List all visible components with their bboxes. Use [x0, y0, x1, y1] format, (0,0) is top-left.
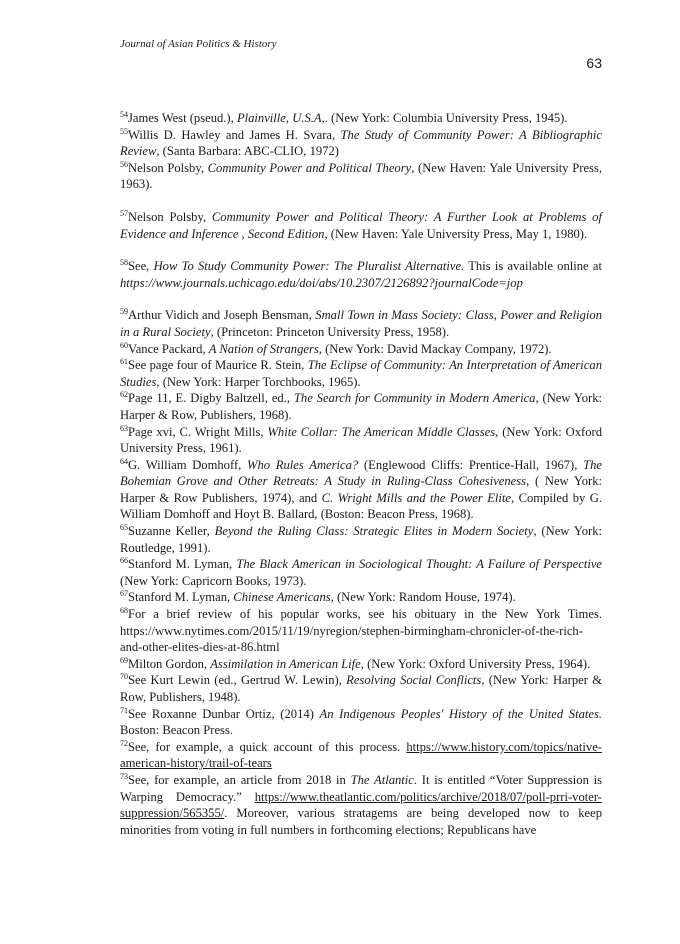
- footnote-text: ( New York: Harper & Row Publishers, 1974), and: [120, 474, 602, 505]
- footnote-number: 67: [120, 589, 128, 599]
- footnote-text: , (New York: Oxford University Press, 1961).: [120, 424, 603, 456]
- footnote-text: For a brief review of his popular works, see his obituary in the New York Times. https://www.nytimes.com/2015/11/19/nyregion/stephen-birmingham-chronicler-of-the-rich-and-other-elites-dies-at-86.html: [120, 607, 602, 655]
- footnote-text: , (New York: Harper & Row, Publishers, 1968).: [120, 391, 603, 422]
- footnote-69: [120, 656, 602, 673]
- footnote-italic-text: The Black American in Sociological Thought: A Failure of Perspective: [236, 557, 602, 572]
- footnote-text: Nelson Polsby,: [128, 209, 212, 224]
- paragraph-gap: [120, 291, 602, 307]
- footnote-text: , (New York: Routledge, 1991).: [120, 524, 602, 555]
- footnote-text: , (New Haven: Yale University Press, May 1, 1980).: [324, 226, 588, 241]
- footnote-number: 73: [120, 771, 128, 781]
- footnote-text: , (New York: Harper & Row, Publishers, 1948).: [120, 673, 602, 704]
- footnote-65: [120, 523, 602, 556]
- footnote-text: See,: [128, 259, 154, 274]
- footnote-number: 57: [120, 208, 128, 218]
- footnote-text: Suzanne Keller,: [128, 524, 215, 539]
- footnote-66: [120, 556, 602, 589]
- footnote-italic-text: Community Power and Political Theory: A Further Look at Problems of Evidence and Inference , Second Edition: [120, 209, 602, 241]
- footnote-italic-text: White Collar: The American Middle Classes: [267, 424, 496, 439]
- footnote-number: 54: [120, 110, 128, 119]
- footnote-text: , (Princeton: Princeton University Press, 1958).: [210, 324, 450, 339]
- footnote-number: 58: [120, 258, 128, 268]
- footnote-number: 72: [120, 738, 128, 748]
- footnote-number: 61: [120, 357, 128, 367]
- footnote-italic-text: The Bohemian Grove and Other Retreats: A Study in Ruling-Class Cohesiveness,: [120, 457, 602, 489]
- footnote-text: Vance Packard,: [128, 341, 209, 356]
- footnote-text: Stanford M. Lyman,: [128, 590, 234, 605]
- footnote-italic-text: https://www.journals.uchicago.edu/doi/abs/10.2307/2126892?journalCode=jop: [120, 275, 523, 290]
- footnote-67: [120, 589, 602, 606]
- footnote-number: 65: [120, 523, 128, 533]
- footnote-text: , (New York: David Mackay Company, 1972).: [318, 341, 552, 356]
- footnote-text: This is available online at: [464, 259, 602, 274]
- footnote-link[interactable]: https://www.history.com/topics/native-american-history/trail-of-tears: [120, 739, 602, 771]
- footnote-italic-text: The Atlantic: [350, 772, 414, 787]
- footnote-italic-text: Beyond the Ruling Class: Strategic Elites in Modern Society: [214, 524, 534, 539]
- footnote-text: See page four of Maurice R. Stein,: [128, 358, 308, 373]
- footnote-text: , (New Haven: Yale University Press, 1963).: [120, 160, 602, 192]
- footnote-text: Stanford M. Lyman,: [128, 557, 237, 572]
- footnote-number: 64: [120, 456, 128, 466]
- page-number: 63: [586, 55, 602, 71]
- footnote-italic-text: The Search for Community in Modern America: [293, 391, 536, 406]
- footnote-58: [120, 258, 602, 291]
- footnote-italic-text: C. Wright Mills and the Power Elite,: [321, 490, 515, 505]
- footnote-number: 68: [120, 606, 128, 616]
- footnote-text: , (New York: Harper Torchbooks, 1965).: [156, 374, 361, 389]
- journal-title: Journal of Asian Politics & History: [120, 38, 277, 50]
- footnote-number: 70: [120, 672, 128, 682]
- footnote-text: Compiled by G. William Domhoff and Hoyt B. Ballard, (Boston: Beacon Press, 1968).: [120, 490, 603, 522]
- footnote-70: [120, 672, 602, 705]
- footnote-text: See, for example, an article from 2018 in: [128, 772, 351, 787]
- footnote-text: G. William Domhoff,: [128, 457, 247, 472]
- footnote-text: Page xvi, C. Wright Mills,: [128, 424, 268, 439]
- footnote-text: James West (pseud.),: [128, 111, 237, 125]
- footnote-text: . (New York: Columbia University Press, 1945).: [324, 111, 568, 125]
- footnote-number: 66: [120, 556, 128, 566]
- footnote-text: See, for example, a quick account of this process.: [128, 739, 407, 754]
- paragraph-gap: [120, 242, 602, 258]
- footnote-55: [120, 127, 602, 160]
- paragraph-gap: [120, 193, 602, 209]
- footnote-italic-text: Community Power and Political Theory: [207, 160, 412, 175]
- footnote-72: [120, 739, 602, 772]
- footnote-number: 63: [120, 423, 128, 433]
- footnote-text: , (Santa Barbara: ABC-CLIO, 1972): [156, 144, 339, 159]
- footnote-60: [120, 341, 602, 358]
- footnote-56: [120, 160, 602, 193]
- footnote-italic-text: The Eclipse of Community: An Interpretation of American Studies: [120, 358, 602, 389]
- footnote-text: . It is entitled “Voter Suppression is Warping Democracy.”: [120, 772, 603, 804]
- footnote-number: 56: [120, 159, 128, 169]
- footnote-text: . Moreover, various stratagems are being developed now to keep minorities from voting in full numbers in forthcoming elections; Republicans have: [120, 806, 602, 837]
- footnote-italic-text: An Indigenous Peoples' History of the United States.: [319, 706, 602, 721]
- footnote-number: 59: [120, 307, 128, 317]
- footnote-number: 69: [120, 655, 128, 665]
- footnote-57: [120, 209, 602, 242]
- footnote-64: [120, 457, 602, 523]
- footnote-text: See Roxanne Dunbar Ortiz, (2014): [128, 706, 320, 721]
- footnote-73: [120, 772, 602, 838]
- footnote-italic-text: How To Study Community Power: The Pluralist Alternative.: [153, 259, 465, 274]
- footnote-68: [120, 606, 602, 656]
- footnote-text: Nelson Polsby,: [128, 160, 208, 175]
- footnote-text: Boston: Beacon Press.: [120, 723, 233, 738]
- footnote-text: , (New York: Random House, 1974).: [330, 590, 516, 605]
- footnote-text: Milton Gordon,: [128, 656, 211, 671]
- footnote-link[interactable]: https://www.theatlantic.com/politics/archive/2018/07/poll-prri-voter-suppression/565355/: [120, 789, 602, 821]
- footnote-63: [120, 424, 602, 457]
- footnote-italic-text: Plainville, U.S.A,: [236, 111, 325, 125]
- footnote-italic-text: The Study of Community Power: A Bibliographic Review: [120, 127, 602, 159]
- footnote-61: [120, 357, 602, 390]
- footnote-71: [120, 706, 602, 739]
- footnote-text: Page 11, E. Digby Baltzell, ed.,: [128, 391, 294, 406]
- footnote-59: [120, 307, 602, 340]
- footnote-italic-text: Chinese Americans: [233, 590, 331, 605]
- footnote-number: 71: [120, 705, 128, 715]
- footnote-text: (New York: Capricorn Books, 1973).: [120, 573, 307, 588]
- footnote-number: 55: [120, 126, 128, 136]
- footnote-italic-text: Resolving Social Conflicts: [346, 673, 482, 688]
- footnote-number: 62: [120, 390, 128, 400]
- footnote-italic-text: A Nation of Strangers: [208, 341, 319, 356]
- footnote-54: [120, 110, 602, 127]
- footnote-number: 60: [120, 340, 128, 350]
- footnote-text: Willis D. Hawley and James H. Svara,: [128, 127, 341, 142]
- footnote-text: (Englewood Cliffs: Prentice-Hall, 1967),: [358, 457, 584, 472]
- footnote-62: [120, 390, 602, 423]
- footnote-text: See Kurt Lewin (ed., Gertrud W. Lewin),: [128, 673, 347, 688]
- footnote-italic-text: Assimilation in American Life: [210, 656, 361, 671]
- footnote-text: , (New York: Oxford University Press, 1964).: [360, 656, 591, 671]
- footnote-italic-text: Who Rules America?: [247, 457, 359, 472]
- footnote-text: Arthur Vidich and Joseph Bensman,: [128, 308, 316, 323]
- footnotes: [120, 110, 602, 838]
- footnote-italic-text: Small Town in Mass Society: Class, Power and Religion in a Rural Society: [120, 308, 603, 339]
